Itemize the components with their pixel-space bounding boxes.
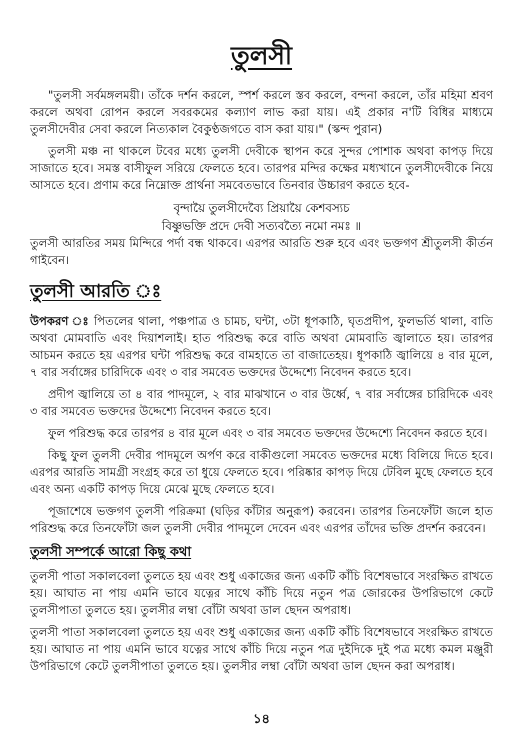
page-number: ১৪ xyxy=(253,712,270,727)
upakaran-label: উপকরণ ঃ xyxy=(30,314,90,328)
more-about-tulsi-heading: তুলসী সম্পর্কে আরো কিছু কথা xyxy=(30,545,192,560)
pradip-paragraph: প্রদীপ জ্বালিয়ে তা ৪ বার পাদমূলে, ২ বার মাঝখানে ৩ বার উর্ধ্বে, ৭ বার সর্বাঙ্গের চারিদিকে এবং ৩ বার সমবেত ভক্তদের উদ্দেশ্যে নিবেদন করতে হবে। xyxy=(30,387,493,418)
intro-quote: "তুলসী সর্বমঙ্গলময়ী। তাঁকে দর্শন করলে, স্পর্শ করলে স্তব করলে, বন্দনা করলে, তাঁর মহিমা শ্রবণ করলে অথবা রোপন করলে সবরকমের কল্যাণ লাভ করা যায়। এই প্রকার ন'টি বিধির মাধ্যমে তুলসীদেবীর সেবা করলে নিত্যকাল বৈকুণ্ঠজগতে বাস করা যায়।" (স্কন্দ পুরান) xyxy=(30,88,493,136)
kichu-phul-paragraph: কিছু ফুল তুলসী দেবীর পাদমূলে অর্পণ করে বাকীগুলো সমবেত ভক্তদের মধ্যে বিলিয়ে দিতে হবে। এরপর আরতি সামগ্রী সংগ্রহ করে তা ধুয়ে ফেলতে হবে। পরিষ্কার কাপড় দিয়ে টেবিল মুছে ফেলতে হবে এবং অন্য একটি কাপড় দিয়ে মেঝে মুছে ফেলতে হবে। xyxy=(30,448,493,496)
more-paragraph-2: তুলসী পাতা সকালবেলা তুলতে হয় এবং শুধু একাজের জন্য একটি কাঁচি বিশেষভাবে সংরক্ষিত রাখতে হয়। আঘাত না পায় এমনি ভাবে যত্নের সাথে কাঁচি দিয়ে নতুন পত্র দুইদিকে দুই পত্র মধ্যে কমল মঞ্জুরী উপরিভাগে কেটে তুলসীপাতা তুলতে হয়। তুলসীর লম্বা বোঁটা অথবা ডাল ছেদন করা অপরাধ। xyxy=(30,625,493,673)
prayer-verse-line-1: বৃন্দায়ৈ তুলসীদেব্যৈ প্রিয়ায়ৈ কেশবস্যচ xyxy=(173,201,350,215)
upakaran-text: পিতলের থালা, পঞ্চপাত্র ও চামচ, ঘন্টা, ৩টা ধূপকাঠি, ঘৃতপ্রদীপ, ফুলভর্তি থালা, বাতি অথবা মোমবাতি এবং দিয়াশলাই। হাত পরিশুদ্ধ করে বাতি অথবা মোমবাতি জ্বালাতে হয়। তারপর আচমন করতে হয় এরপর ঘন্টা পরিশুদ্ধ করে বামহাতে তা বাজাতেহয়। ধূপকাঠি জ্বালিয়ে ৪ বার মূলে, ৭ বার সর্বাঙ্গের চারিদিকে এবং ৩ বার সমবেত ভক্তদের উদ্দেশ্যে নিবেদন করতে হবে। xyxy=(30,314,494,379)
puja-shesh-paragraph: পূজাশেষে ভক্তগণ তুলসী পরিক্রমা (ঘড়ির কাঁটার অনুরূপ) করবেন। তারপর তিনফোঁটা জলে হাত পরিশুদ্ধ করে তিনফোঁটা জল তুলসী দেবীর পাদমূলে দেবেন এবং এরপর তাঁদের ভক্তি প্রদর্শন করবেন। xyxy=(30,504,493,535)
upakaran-paragraph xyxy=(30,313,493,381)
phul-paragraph: ফুল পরিশুদ্ধ করে তারপর ৪ বার মূলে এবং ৩ বার সমবেত ভক্তদের উদ্দেশ্যে নিবেদন করতে হবে। xyxy=(48,426,488,440)
page-title: তুলসী xyxy=(230,41,293,70)
more-paragraph-1: তুলসী পাতা সকালবেলা তুলতে হয় এবং শুধু একাজের জন্য একটি কাঁচি বিশেষভাবে সংরক্ষিত রাখতে হয়। আঘাত না পায় এমনি ভাবে যত্নের সাথে কাঁচি দিয়ে নতুন পত্র জোরকের উপরিভাগে কেটে তুলসীপাতা তুলতে হয়। তুলসীর লম্বা বোঁটা অথবা ডাল ছেদন অপরাধ। xyxy=(30,569,493,617)
aarti-heading: তুলসী আরতি ঃ xyxy=(30,281,162,302)
placement-paragraph: তুলসী মঞ্চ না থাকলে টবের মধ্যে তুলসী দেবীকে স্থাপন করে সুন্দর পোশাক অথবা কাপড় দিয়ে সাজাতে হবে। সমস্ত বাসীফুল সরিয়ে ফেলতে হবে। তারপর মন্দির কক্ষের মধ্যখানে তুলসীদেবীকে নিয়ে আসতে হবে। প্রণাম করে নিম্নোক্ত প্রার্থনা সমবেতভাবে তিনবার উচ্চারণ করতে হবে- xyxy=(30,144,493,192)
aarti-time-paragraph: তুলসী আরতির সময় মিন্দিরে পর্দা বন্ধ থাকবে। এরপর আরতি শুরু হবে এবং ভক্তগণ শ্রীতুলসী কীর্তন গাইবেন। xyxy=(30,236,493,267)
prayer-verse-line-2: বিষ্ণুভক্তি প্রদে দেবী সত্যবত্যৈ নমো নমঃ ॥ xyxy=(161,219,362,233)
